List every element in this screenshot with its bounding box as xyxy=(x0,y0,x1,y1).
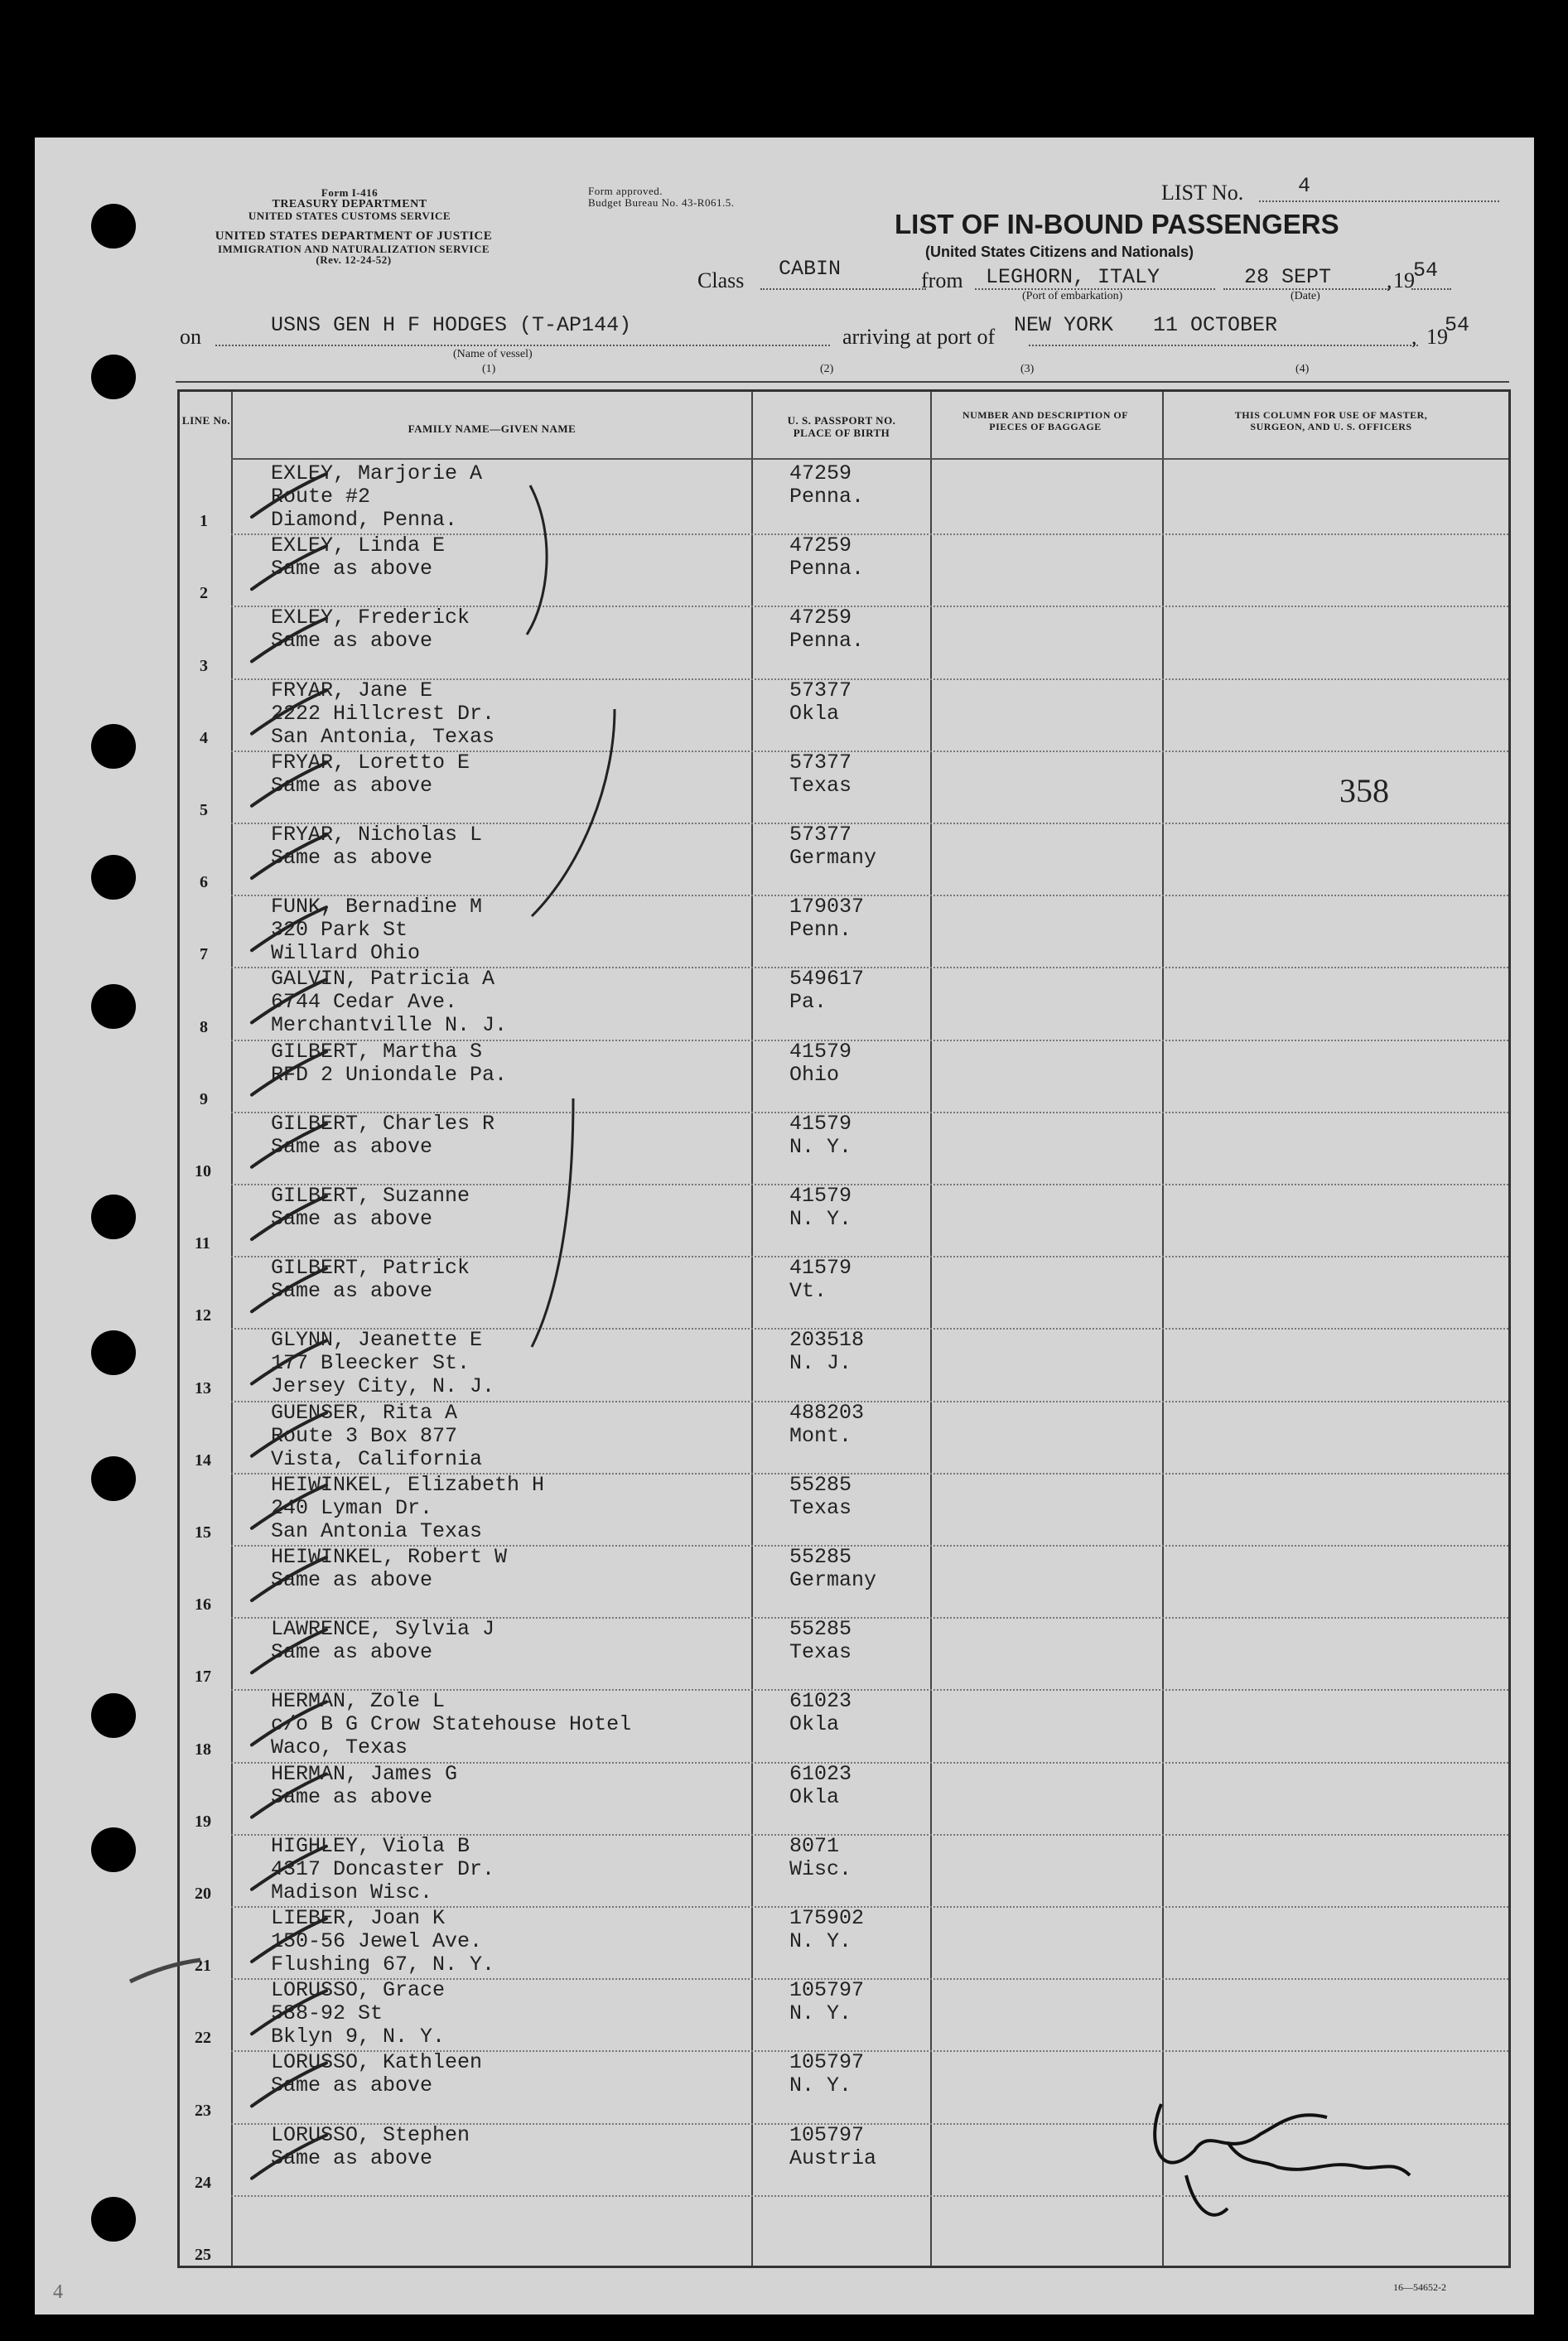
line-number: 16 xyxy=(195,1595,211,1615)
line-number: 15 xyxy=(195,1523,211,1542)
passport-number: 41579 xyxy=(789,1184,852,1208)
manifest-page: Form I-416 TREASURY DEPARTMENT UNITED STATES CUSTOMS SERVICE UNITED STATES DEPARTMENT OF JUSTICE IMMIGRATION AND NATURALIZATION SERVICE (Rev. 12-24-52) Form approved. Budget Bureau No. 43-R061.5. LIST No. 4 LIST OF IN-BOUND PASSENGERS (United States Citizens and Nationals) Class CABIN from LEGHORN, ITALY 28 SEPT , 19 54 (Port of embarkation) (Date) on USNS GEN H F HODGES (T-AP144) arriving at port of NEW YORK 11 OCTOBER , 19 54 (Name of vessel) (1) (2) (3) (4) LINE No. FAMILY NAME—GIVEN NAME U. S. PASSPORT NO. PLACE OF BIRTH NUMBER AND DESCRIPTION OF PIECES OF BAGGAGE THIS COLUMN FOR USE OF MASTER, SURGEON, AND U. S. OFFICERS 1 EXLEY, Marjorie A Route #2 Diamond, Penna. 47259 Penna. 2 EXLEY, Linda E Same as above 47259 Penna. 3 EXLEY, Frederick Same as above 47259 Penna. 4 FRYAR, Jane E 2222 Hillcrest Dr. San Antonia, Texas 57377 Okla 5 FRYAR, Loretto E Same as above 57377 Texas 6 FRYAR, Nicholas L Same as above 57377 Germany 7 FUNK, Bernadine M 320 Park St Willard Ohio 179037 Penn. 8 GALVIN, Patricia A 6744 Cedar Ave. Merchantville N. J. 549617 Pa. 9 GILBERT, Martha S RFD 2 Uniondale Pa. 41579 Ohio 10 GILBERT, Charles R Same as above 41579 N. Y. 11 GILBERT, Suzanne Same as above 41579 N. Y. 12 GILBERT, Patrick Same as above 41579 Vt. 13 GLYNN, Jeanette E 177 Bleecker St. Jersey City, N. J. 203518 N. J. 14 GUENSER, Rita A Route 3 Box 877 Vista, California 488203 Mont. 15 HEIWINKEL, Elizabeth H 240 Lyman Dr. San Antonia Texas 55285 Texas 16 HEIWINKEL, Robert W Same as above 55285 Germany 17 LAWRENCE, Sylvia J Same as above 55285 Texas 18 HERMAN, Zole L c/o B G Crow Statehouse Hotel Waco, Texas 61023 Okla 19 HERMAN, James G Same as above 61023 Okla 20 HIGHLEY, Viola B 4317 Doncaster Dr. Madison Wisc. 8071 Wisc. 21 LIEBER, Joan K 150-56 Jewel Ave. Flushing 67, N. Y. 175902 N. Y. 22 LORUSSO, Grace 588-92 St Bklyn 9, N. Y. 105797 N. Y. 23 LORUSSO, Kathleen Same as above 105797 N. Y. 24 LORUSSO, Stephen Same as above 105797 Austria 25 358 16—54652-2 4 xyxy=(35,138,1534,2314)
passport-number: 55285 xyxy=(789,1472,852,1497)
passport-number: 41579 xyxy=(789,1256,852,1281)
passenger-name: FRYAR, Jane E xyxy=(271,678,433,702)
binder-hole xyxy=(91,204,136,249)
passenger-address-1: Same as above xyxy=(271,1207,433,1231)
passenger-name: FUNK, Bernadine M xyxy=(271,895,483,920)
passport-number: 179037 xyxy=(789,895,865,920)
passenger-address-2: Madison Wisc. xyxy=(271,1880,433,1904)
passenger-name: HERMAN, Zole L xyxy=(271,1689,446,1714)
col-num-2: (2) xyxy=(820,363,834,375)
passport-number: 47259 xyxy=(789,461,852,485)
place-of-birth: Wisc. xyxy=(789,1856,852,1881)
bottom-mark: 4 xyxy=(53,2281,63,2303)
passenger-name: FRYAR, Nicholas L xyxy=(271,823,483,847)
passenger-name: FRYAR, Loretto E xyxy=(271,750,470,775)
passenger-name: LAWRENCE, Sylvia J xyxy=(271,1617,495,1642)
passenger-address-1: Same as above xyxy=(271,1134,433,1159)
passport-number: 55285 xyxy=(789,1617,852,1642)
passenger-address-2: Willard Ohio xyxy=(271,941,421,966)
table-row xyxy=(180,1617,1508,1689)
line-number: 6 xyxy=(200,873,208,892)
place-of-birth: Texas xyxy=(789,773,852,798)
binder-hole xyxy=(91,724,136,769)
place-of-birth: Germany xyxy=(789,1568,877,1592)
footer-code: 16—54652-2 xyxy=(1393,2281,1446,2293)
passenger-name: EXLEY, Linda E xyxy=(271,533,446,558)
table-row xyxy=(180,1689,1508,1761)
passenger-name: LIEBER, Joan K xyxy=(271,1906,446,1930)
table-row xyxy=(180,2050,1508,2122)
annotation-358: 358 xyxy=(1339,772,1389,809)
table-row xyxy=(180,1473,1508,1545)
passport-number: 47259 xyxy=(789,533,852,558)
passenger-name: HERMAN, James G xyxy=(271,1761,458,1786)
passenger-name: EXLEY, Frederick xyxy=(271,606,470,630)
table-row xyxy=(180,1834,1508,1906)
passenger-address-2: Bklyn 9, N. Y. xyxy=(271,2025,446,2049)
passenger-address-1: Route #2 xyxy=(271,485,371,509)
passenger-name: HEIWINKEL, Elizabeth H xyxy=(271,1472,545,1497)
passenger-name: GUENSER, Rita A xyxy=(271,1400,458,1425)
table-row xyxy=(180,1256,1508,1328)
passenger-address-1: Same as above xyxy=(271,1640,433,1665)
passport-number: 57377 xyxy=(789,678,852,702)
passenger-name: GALVIN, Patricia A xyxy=(271,967,495,992)
table-row xyxy=(180,751,1508,823)
line-number: 3 xyxy=(200,656,208,675)
table-row xyxy=(180,2123,1508,2195)
binder-hole xyxy=(91,1330,136,1375)
place-of-birth: N. J. xyxy=(789,1351,852,1376)
place-of-birth: N. Y. xyxy=(789,2073,852,2098)
passenger-address-1: Same as above xyxy=(271,773,433,798)
table-row xyxy=(180,1906,1508,1978)
passenger-address-1: 2222 Hillcrest Dr. xyxy=(271,701,495,726)
table-row xyxy=(180,678,1508,751)
passenger-address-2: Diamond, Penna. xyxy=(271,508,458,532)
table-row xyxy=(180,823,1508,895)
place-of-birth: Germany xyxy=(789,846,877,870)
place-of-birth: Mont. xyxy=(789,1423,852,1448)
line-number: 17 xyxy=(195,1668,211,1687)
passport-number: 57377 xyxy=(789,750,852,775)
line-number: 1 xyxy=(200,512,208,531)
line-number: 10 xyxy=(195,1161,211,1180)
passenger-address-1: Same as above xyxy=(271,2073,433,2098)
passenger-name: LORUSSO, Grace xyxy=(271,1978,446,2003)
table-row xyxy=(180,1040,1508,1112)
col-head-name: FAMILY NAME—GIVEN NAME xyxy=(408,422,577,435)
revision: (Rev. 12-24-52) xyxy=(316,253,392,267)
passenger-address-1: 320 Park St xyxy=(271,918,408,943)
passenger-address-1: c/o B G Crow Statehouse Hotel xyxy=(271,1712,632,1737)
place-of-birth: Ohio xyxy=(789,1062,840,1087)
passport-number: 105797 xyxy=(789,1978,865,2003)
line-number: 14 xyxy=(195,1450,211,1470)
class-label: Class xyxy=(697,268,745,292)
binder-hole xyxy=(91,984,136,1029)
customs-service: UNITED STATES CUSTOMS SERVICE xyxy=(248,210,451,223)
binder-hole xyxy=(91,355,136,399)
col-head-baggage: NUMBER AND DESCRIPTION OF PIECES OF BAGGAGE xyxy=(962,409,1129,432)
place-of-birth: N. Y. xyxy=(789,1207,852,1231)
place-of-birth: Okla xyxy=(789,1784,840,1809)
passenger-name: GLYNN, Jeanette E xyxy=(271,1328,483,1353)
place-of-birth: Penna. xyxy=(789,485,865,509)
passenger-name: GILBERT, Suzanne xyxy=(271,1184,470,1208)
vessel-value: USNS GEN H F HODGES (T-AP144) xyxy=(271,313,632,337)
passport-number: 41579 xyxy=(789,1111,852,1136)
ins-service: IMMIGRATION AND NATURALIZATION SERVICE xyxy=(217,242,490,255)
passenger-address-1: 6744 Cedar Ave. xyxy=(271,990,458,1015)
dept-justice: UNITED STATES DEPARTMENT OF JUSTICE xyxy=(215,229,493,243)
binder-hole xyxy=(91,1827,136,1872)
passport-number: 57377 xyxy=(789,823,852,847)
list-no-label: LIST No. xyxy=(1161,181,1244,205)
col-head-officers: THIS COLUMN FOR USE OF MASTER, SURGEON, AND U. S. OFFICERS xyxy=(1234,409,1428,432)
year1-prefix: 19 xyxy=(1393,268,1415,292)
list-no-value: 4 xyxy=(1298,174,1311,198)
table-row xyxy=(180,1545,1508,1617)
passport-number: 105797 xyxy=(789,2122,865,2147)
table-row xyxy=(180,533,1508,606)
place-of-birth: N. Y. xyxy=(789,1134,852,1159)
col-num-3: (3) xyxy=(1020,363,1035,375)
place-of-birth: N. Y. xyxy=(789,1929,852,1953)
line-number: 22 xyxy=(195,2029,211,2048)
passenger-address-1: Route 3 Box 877 xyxy=(271,1423,458,1448)
table-row xyxy=(180,461,1508,533)
year1-suffix: 54 xyxy=(1413,258,1439,282)
page-subtitle: (United States Citizens and Nationals) xyxy=(925,244,1194,260)
form-header-left xyxy=(225,187,474,222)
passenger-address-1: Same as above xyxy=(271,629,433,654)
passport-number: 203518 xyxy=(789,1328,865,1353)
place-of-birth: Pa. xyxy=(789,990,827,1015)
table-row xyxy=(180,606,1508,678)
dept-justice-block xyxy=(167,230,540,266)
table-row xyxy=(180,1184,1508,1256)
date1-value: 28 SEPT xyxy=(1244,265,1332,289)
vessel-caption: (Name of vessel) xyxy=(453,348,533,360)
passenger-address-1: 177 Bleecker St. xyxy=(271,1351,470,1376)
place-of-birth: Okla xyxy=(789,1712,840,1737)
line-number: 11 xyxy=(195,1234,210,1253)
arrival-port-value: NEW YORK xyxy=(1014,313,1114,337)
passport-number: 41579 xyxy=(789,1039,852,1064)
col-head-passport: U. S. PASSPORT NO. PLACE OF BIRTH xyxy=(787,414,896,439)
table-row xyxy=(180,1978,1508,2050)
binder-hole xyxy=(91,1456,136,1501)
table-row xyxy=(180,1762,1508,1834)
passenger-address-1: Same as above xyxy=(271,1568,433,1592)
form-approved: Form approved. Budget Bureau No. 43-R061.5. xyxy=(588,185,735,209)
line-number: 18 xyxy=(195,1740,211,1759)
year2-suffix: 54 xyxy=(1445,313,1470,337)
page-title: LIST OF IN-BOUND PASSENGERS xyxy=(895,209,1339,239)
passport-number: 47259 xyxy=(789,606,852,630)
passport-number: 175902 xyxy=(789,1906,865,1930)
passenger-address-1: 240 Lyman Dr. xyxy=(271,1495,433,1520)
passport-number: 488203 xyxy=(789,1400,865,1425)
line-number: 25 xyxy=(195,2245,211,2264)
treasury-dept: TREASURY DEPARTMENT xyxy=(272,197,427,210)
line-number: 23 xyxy=(195,2101,211,2120)
passenger-table xyxy=(177,389,1511,2268)
arrival-date-value: 11 OCTOBER xyxy=(1153,313,1278,337)
table-row xyxy=(180,967,1508,1039)
col-num-4: (4) xyxy=(1295,363,1310,375)
date-caption: (Date) xyxy=(1291,290,1320,302)
class-value: CABIN xyxy=(779,257,842,281)
passport-number: 61023 xyxy=(789,1689,852,1714)
line-number: 7 xyxy=(200,945,208,964)
port-embark-caption: (Port of embarkation) xyxy=(1022,290,1123,302)
passenger-address-2: Flushing 67, N. Y. xyxy=(271,1952,495,1977)
passenger-address-2: San Antonia, Texas xyxy=(271,724,495,749)
passenger-address-1: 588-92 St xyxy=(271,2001,384,2026)
passenger-address-1: Same as above xyxy=(271,846,433,870)
passenger-address-1: RFD 2 Uniondale Pa. xyxy=(271,1062,508,1087)
passenger-name: LORUSSO, Stephen xyxy=(271,2122,470,2147)
table-row xyxy=(180,1401,1508,1473)
table-row xyxy=(180,1328,1508,1400)
place-of-birth: Penn. xyxy=(789,918,852,943)
passenger-name: HEIWINKEL, Robert W xyxy=(271,1545,508,1569)
passenger-name: EXLEY, Marjorie A xyxy=(271,461,483,485)
line-number: 13 xyxy=(195,1378,211,1397)
year2-prefix: 19 xyxy=(1426,325,1448,349)
place-of-birth: Penna. xyxy=(789,557,865,582)
place-of-birth: Vt. xyxy=(789,1279,827,1304)
passenger-address-1: Same as above xyxy=(271,557,433,582)
binder-hole xyxy=(91,1693,136,1738)
table-row xyxy=(180,2195,1508,2267)
line-number: 19 xyxy=(195,1812,211,1831)
line-number: 5 xyxy=(200,800,208,819)
line-number: 9 xyxy=(200,1089,208,1108)
passport-number: 105797 xyxy=(789,2050,865,2075)
passenger-address-1: Same as above xyxy=(271,1784,433,1809)
passenger-address-2: San Antonia Texas xyxy=(271,1518,483,1543)
table-row xyxy=(180,895,1508,967)
col-head-line-no: LINE No. xyxy=(181,414,231,427)
passenger-name: HIGHLEY, Viola B xyxy=(271,1833,470,1858)
binder-hole xyxy=(91,855,136,900)
passenger-name: GILBERT, Charles R xyxy=(271,1111,495,1136)
place-of-birth: Okla xyxy=(789,701,840,726)
line-number: 20 xyxy=(195,1884,211,1903)
passport-number: 55285 xyxy=(789,1545,852,1569)
passport-number: 549617 xyxy=(789,967,865,992)
binder-hole xyxy=(91,1195,136,1239)
passenger-address-2: Waco, Texas xyxy=(271,1735,408,1760)
line-number: 21 xyxy=(195,1957,211,1976)
arriving-label: arriving at port of xyxy=(842,325,996,349)
passport-number: 61023 xyxy=(789,1761,852,1786)
passenger-address-2: Vista, California xyxy=(271,1446,483,1471)
line-number: 8 xyxy=(200,1017,208,1036)
from-label: from xyxy=(921,268,963,292)
place-of-birth: N. Y. xyxy=(789,2001,852,2026)
passenger-address-2: Merchantville N. J. xyxy=(271,1013,508,1038)
passenger-address-1: 150-56 Jewel Ave. xyxy=(271,1929,483,1953)
place-of-birth: Penna. xyxy=(789,629,865,654)
line-number: 2 xyxy=(200,584,208,603)
col-num-1: (1) xyxy=(482,363,496,375)
line-number: 4 xyxy=(200,728,208,747)
passenger-name: GILBERT, Patrick xyxy=(271,1256,470,1281)
form-number: Form I-416 xyxy=(321,186,379,199)
from-value: LEGHORN, ITALY xyxy=(986,265,1160,289)
on-label: on xyxy=(180,325,201,349)
passenger-address-1: Same as above xyxy=(271,1279,433,1304)
line-number: 12 xyxy=(195,1306,211,1325)
place-of-birth: Texas xyxy=(789,1640,852,1665)
place-of-birth: Texas xyxy=(789,1495,852,1520)
passport-number: 8071 xyxy=(789,1833,840,1858)
binder-hole xyxy=(91,2197,136,2242)
passenger-address-1: 4317 Doncaster Dr. xyxy=(271,1856,495,1881)
table-row xyxy=(180,1112,1508,1184)
passenger-address-1: Same as above xyxy=(271,2146,433,2170)
passenger-name: LORUSSO, Kathleen xyxy=(271,2050,483,2075)
line-number: 24 xyxy=(195,2173,211,2192)
passenger-name: GILBERT, Martha S xyxy=(271,1039,483,1064)
passenger-address-2: Jersey City, N. J. xyxy=(271,1374,495,1399)
place-of-birth: Austria xyxy=(789,2146,877,2170)
